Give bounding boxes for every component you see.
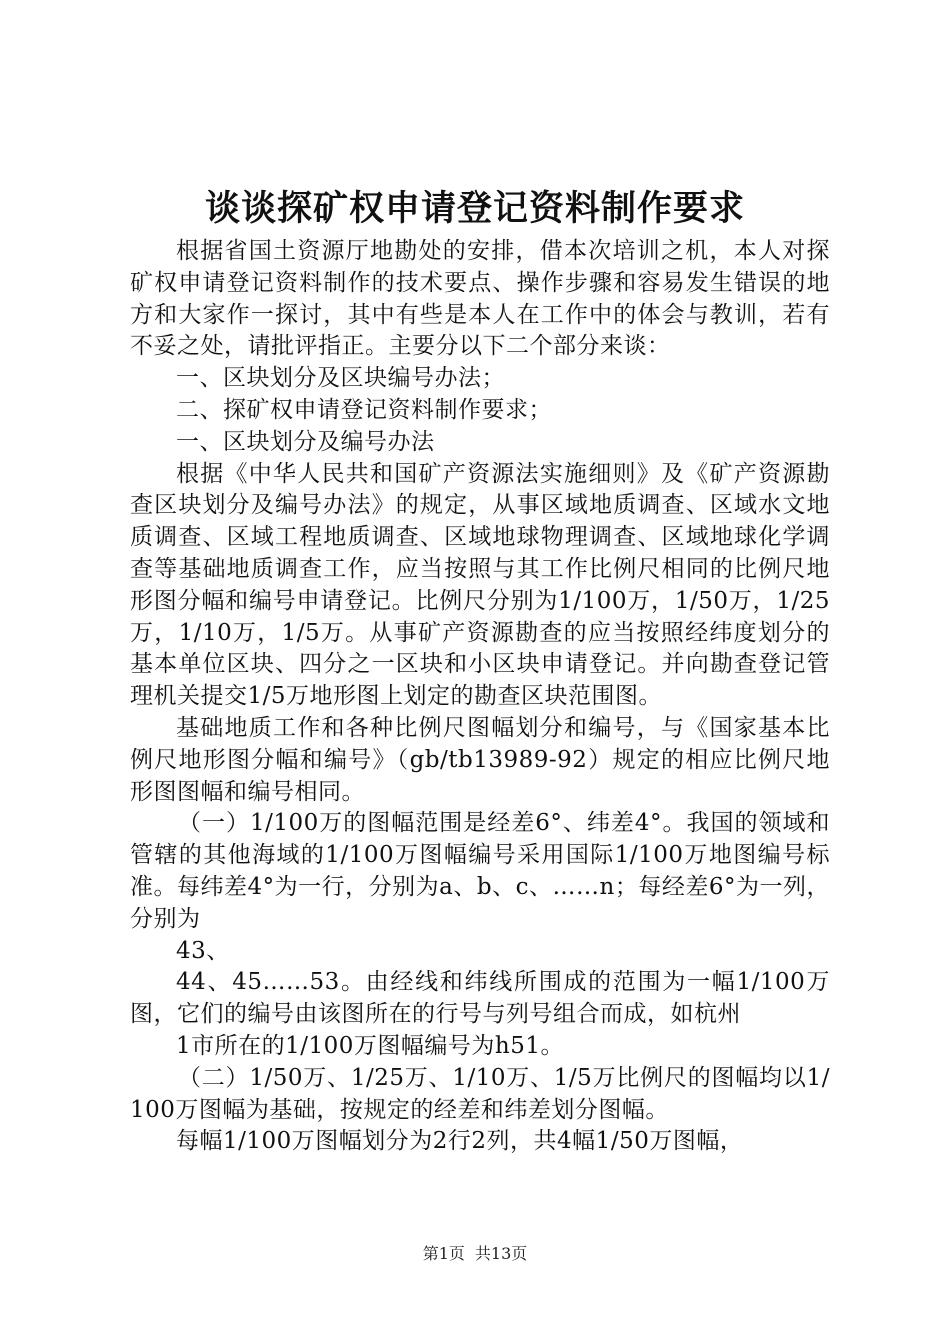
paragraph-basic-geology: 基础地质工作和各种比例尺图幅划分和编号，与《国家基本比例尺地形图分幅和编号》（gb/tb13989-92）规定的相应比例尺地形图图幅和编号相同。 [130, 714, 830, 805]
paragraph-fragment-44: 44、45……53。由经线和纬线所围成的范围为一幅1/100万图，它们的编号由该图所在的行号与列号组合而成，如杭州 [130, 969, 830, 1028]
paragraph-intro: 根据省国土资源厅地勘处的安排，借本次培训之机，本人对探矿权申请登记资料制作的技术要点、操作步骤和容易发生错误的地方和大家作一探讨，其中有些是本人在工作中的体会与教训，若有不妥之处，请批评指正。主要分以下二个部分来谈： [130, 238, 830, 360]
paragraph-fragment-43: 43、 [176, 937, 230, 964]
paragraph-outline-1: 一、区块划分及区块编号办法； [176, 365, 505, 392]
page-footer [0, 1244, 950, 1264]
page-total: 共13页 [474, 1244, 528, 1263]
paragraph-scale-others: （二）1/50万、1/25万、1/10万、1/5万比例尺的图幅均以1/100万图幅为基础，按规定的经差和纬差划分图幅。 [130, 1064, 830, 1123]
document-title: 谈谈探矿权申请登记资料制作要求 [204, 189, 745, 229]
paragraph-outline-2: 二、探矿权申请登记资料制作要求； [176, 396, 552, 423]
document-body [130, 236, 830, 1158]
paragraph-hangzhou: 1市所在的1/100万图幅编号为h51。 [176, 1032, 564, 1059]
paragraph-scale-1m: （一）1/100万的图幅范围是经差6°、纬差4°。我国的领域和管辖的其他海域的1/100万图幅编号采用国际1/100万地图编号标准。每纬差4°为一行，分别为a、b、c、……n；每经差6°为一列，分别为 [130, 810, 830, 932]
page-number: 第1页 [422, 1244, 465, 1263]
paragraph-regulation: 根据《中华人民共和国矿产资源法实施细则》及《矿产资源勘查区块划分及编号办法》的规定，从事区域地质调查、区域水文地质调查、区域工程地质调查、区域地球物理调查、区域地球化学调查等基础地质调查工作，应当按照与其工作比例尺相同的比例尺地形图分幅和编号申请登记。比例尺分别为1/100万，1/50万，1/25万，1/10万，1/5万。从事矿产资源勘查的应当按照经纬度划分的基本单位区块、四分之一区块和小区块申请登记。并向勘查登记管理机关提交1/5万地形图上划定的勘查区块范围图。 [130, 460, 830, 710]
paragraph-division: 每幅1/100万图幅划分为2行2列，共4幅1/50万图幅， [176, 1128, 744, 1155]
section-heading-1: 一、区块划分及编号办法 [176, 428, 435, 455]
